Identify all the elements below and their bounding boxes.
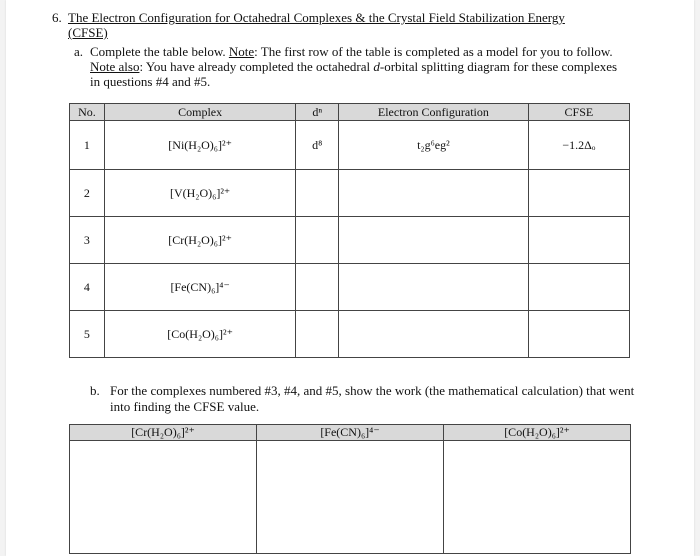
header-electron-config: Electron Configuration: [339, 104, 529, 121]
config-cell[interactable]: [339, 264, 529, 311]
work-cell-fe[interactable]: [257, 441, 444, 554]
row-number: 5: [70, 311, 105, 358]
complex-cell: [Co(H₂O)₆]²⁺: [104, 311, 296, 358]
cfse-cell[interactable]: [528, 217, 629, 264]
complex-table: [69, 103, 630, 358]
cfse-cell[interactable]: [528, 311, 629, 358]
table-row: [70, 121, 630, 170]
part-b-instructions: [90, 383, 640, 415]
cfse-cell[interactable]: [528, 264, 629, 311]
dn-cell[interactable]: [296, 264, 339, 311]
question-number: 6.: [52, 10, 62, 25]
part-b-label: b.: [90, 383, 100, 398]
cfse-cell: −1.2Δₒ: [528, 121, 629, 170]
cfse-cell[interactable]: [528, 170, 629, 217]
complex-cell: [Fe(CN)₆]⁴⁻: [104, 264, 296, 311]
part-a-label: a.: [74, 44, 84, 59]
header-no: No.: [70, 104, 105, 121]
part-a-text4: -orbital splitting diagram for these complexes in questions #4 and #5.: [90, 59, 618, 89]
config-cell: t₂g⁶eg²: [339, 121, 529, 170]
dn-cell[interactable]: [296, 217, 339, 264]
row-number: 4: [70, 264, 105, 311]
table-row: [70, 170, 630, 217]
part-b-text: For the complexes numbered #3, #4, and #5, show the work (the mathematical calculation) that went into finding the CFSE value.: [110, 383, 635, 414]
complex-cell: [Ni(H₂O)₆]²⁺: [104, 121, 296, 170]
part-a-text3: : You have already completed the octahedral: [139, 59, 374, 74]
part-a-text1: Complete the table below.: [90, 44, 229, 59]
config-cell[interactable]: [339, 311, 529, 358]
work-header-co: [Co(H₂O)₆]²⁺: [444, 425, 631, 441]
work-table: [69, 424, 631, 554]
header-dn: dⁿ: [296, 104, 339, 121]
config-cell[interactable]: [339, 217, 529, 264]
complex-cell: [Cr(H₂O)₆]²⁺: [104, 217, 296, 264]
work-cell-co[interactable]: [444, 441, 631, 554]
row-number: 1: [70, 121, 105, 170]
table-row: [70, 264, 630, 311]
config-cell[interactable]: [339, 170, 529, 217]
work-header-fe: [Fe(CN)₆]⁴⁻: [257, 425, 444, 441]
part-a-instructions: [74, 44, 630, 89]
header-cfse: CFSE: [528, 104, 629, 121]
complex-cell: [V(H₂O)₆]²⁺: [104, 170, 296, 217]
dn-cell: d⁸: [296, 121, 339, 170]
row-number: 3: [70, 217, 105, 264]
work-header-cr: [Cr(H₂O)₆]²⁺: [70, 425, 257, 441]
header-complex: Complex: [104, 104, 296, 121]
question-title-line2: (CFSE): [68, 25, 108, 40]
complex-table-header-row: [70, 104, 630, 121]
work-cell-cr[interactable]: [70, 441, 257, 554]
table-row: [70, 311, 630, 358]
table-row: [70, 217, 630, 264]
note-also-label: Note also: [90, 59, 140, 74]
row-number: 2: [70, 170, 105, 217]
dn-cell[interactable]: [296, 170, 339, 217]
question-title-line1: The Electron Configuration for Octahedral Complexes & the Crystal Field Stabilization Energy: [68, 10, 565, 25]
d-italic: d: [373, 59, 380, 74]
part-a-text2: : The first row of the table is completed as a model for you to follow.: [254, 44, 613, 59]
work-table-header-row: [70, 425, 631, 441]
work-row: [70, 441, 631, 554]
dn-cell[interactable]: [296, 311, 339, 358]
question-header: [52, 10, 628, 40]
note-label: Note: [228, 44, 255, 59]
